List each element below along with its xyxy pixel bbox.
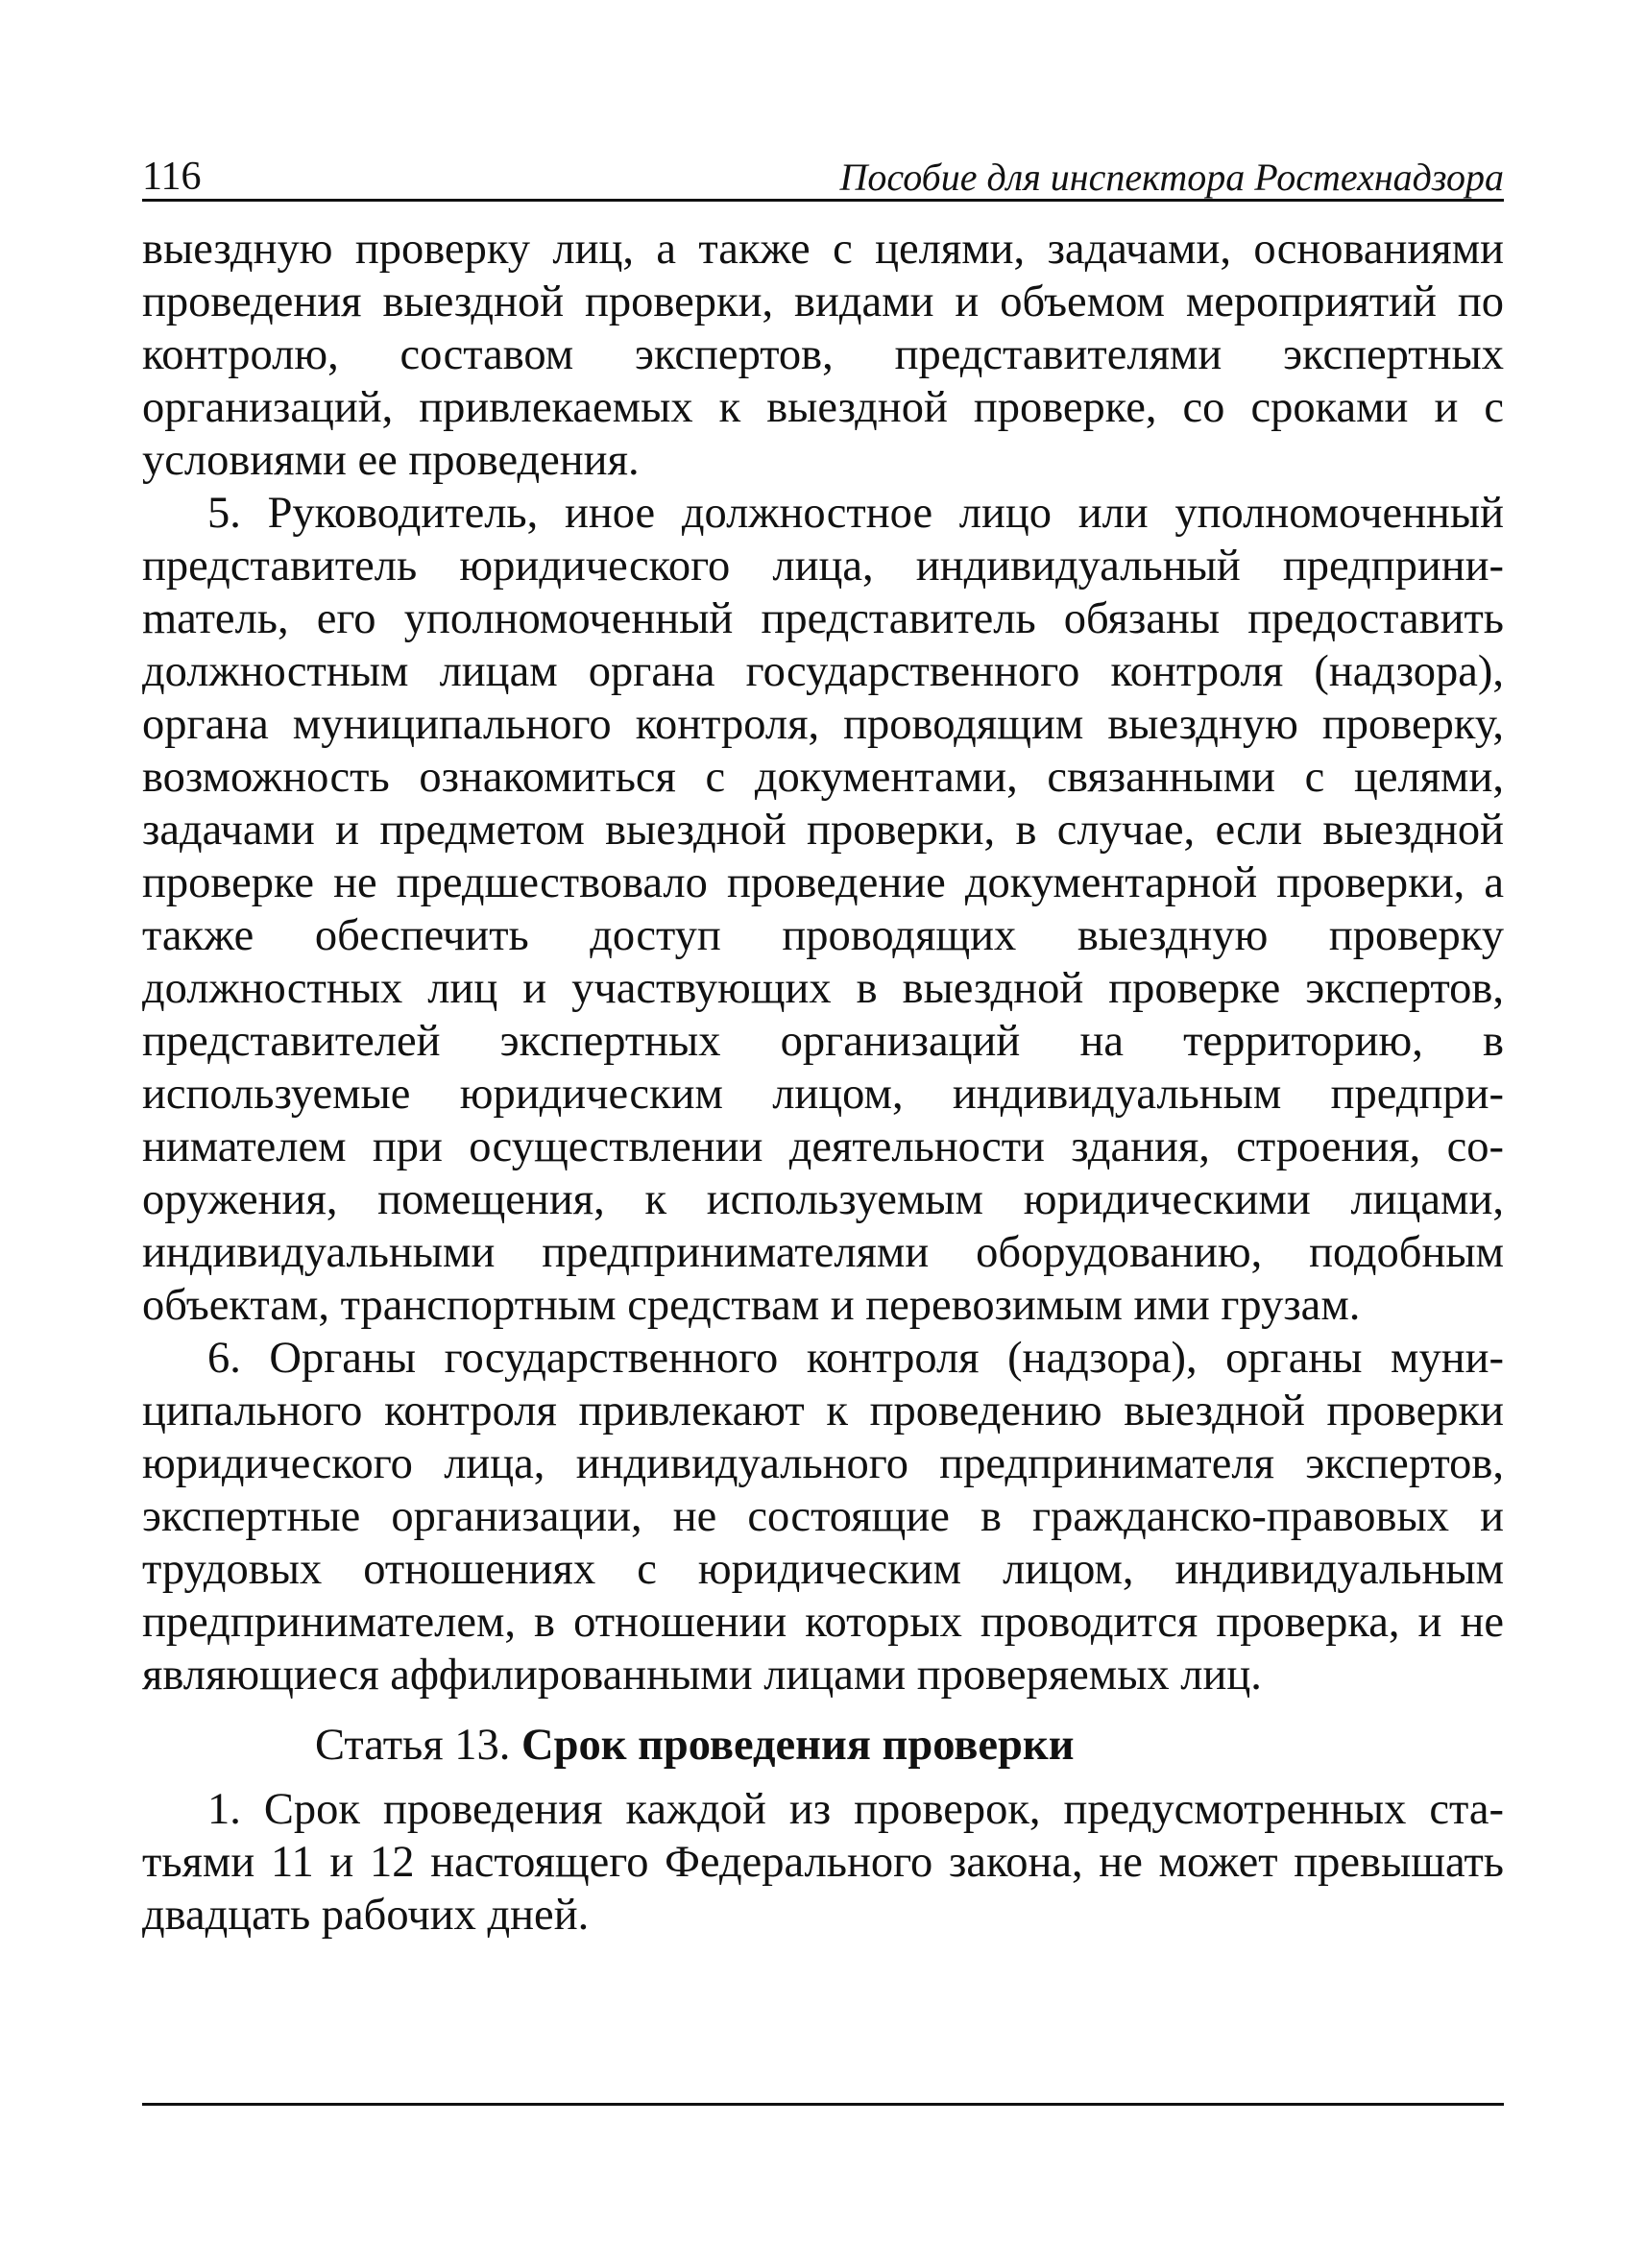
paragraph-continued: выездную проверку лиц, а также с целями, задачами, основаниями проведения выездной проверки, видами и объемом мероприятий по контролю, составом экспертов, представителями экспертных организаций, привлекаемых к выездной проверке, со сроками и с условиями ее проведения. bbox=[142, 225, 1504, 485]
running-header bbox=[142, 139, 1504, 202]
paragraph-5: 5. Руководитель, иное должностное лицо или уполномоченный представитель юридического лица, индивидуальный предприниmатель, его уполномоченный представитель обязаны предоставить должностным лицам органа государственного контроля (надзора), органа муниципального контроля, проводящим выездную проверку, возможность ознакомиться с документами, связанными с целями, задачами и предметом выездной проверки, в случае, если выездной проверке не предшествовало проведение документарной проверки, а также обеспечить доступ проводящих выездную проверку должностных лиц и участвующих в выездной проверке экспертов, представителей экспертных организаций на территорию, в используемые юридическим лицом, индивидуальным предпринимателем при осуществлении деятельности здания, строения, сооружения, помещения, к используемым юридическими лицами, индивидуальными предпринимателями оборудованию, подобным объектам, транспортным средствам и перевозимым ими грузам. bbox=[142, 489, 1504, 1330]
article-heading bbox=[142, 1719, 1504, 1772]
article-paragraph-1: 1. Срок проведения каждой из проверок, предусмотренных статьями 11 и 12 настоящего Федерального закона, не может превышать двадцать рабочих дней. bbox=[142, 1785, 1504, 1940]
paragraph-6: 6. Органы государственного контроля (надзора), органы муниципального контроля привлекают к проведению выездной проверки юридического лица, индивидуального предпринимателя экспертов, экспертные организации, не состоящие в гражданско-правовых и трудовых отношениях с юридическим лицом, индивидуальным предпринимателем, в отношении которых проводится проверка, и не являющиеся аффилированными лицами проверяемых лиц. bbox=[142, 1334, 1504, 1700]
article-title: Срок проведения проверки bbox=[521, 1721, 1075, 1770]
article-label: Статья 13. bbox=[315, 1721, 511, 1770]
page-number: 116 bbox=[142, 155, 202, 199]
running-title: Пособие для инспектора Ростехнадзора bbox=[839, 156, 1504, 199]
body-text bbox=[142, 223, 1504, 1942]
book-page bbox=[142, 139, 1504, 1942]
bottom-rule bbox=[142, 2103, 1504, 2106]
